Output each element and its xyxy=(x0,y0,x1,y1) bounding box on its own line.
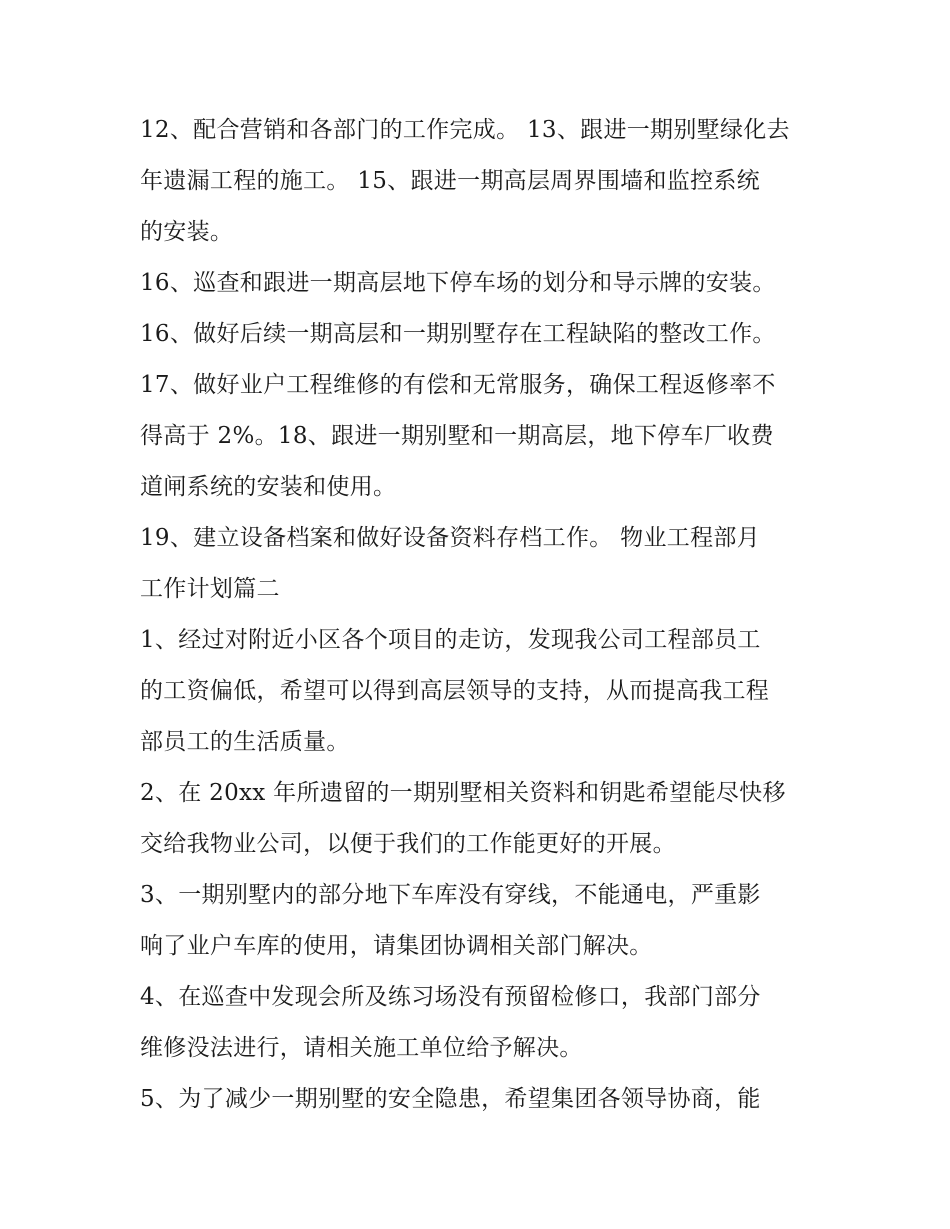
document-body xyxy=(140,108,820,1128)
text-line: 的安装。 xyxy=(140,219,234,245)
text-line: 响了业户车库的使用，请集团协调相关部门解决。 xyxy=(140,933,653,959)
text-line: 4、在巡查中发现会所及练习场没有预留检修口，我部门部分 xyxy=(140,984,761,1010)
text-line: 得高于 2%。18、跟进一期别墅和一期高层，地下停车厂收费 xyxy=(140,423,774,449)
text-line: 维修没法进行，请相关施工单位给予解决。 xyxy=(140,1035,583,1061)
section-heading-line: 工作计划篇二 xyxy=(140,576,280,602)
text-line: 19、建立设备档案和做好设备资料存档工作。 物业工程部月 xyxy=(140,525,760,551)
text-line: 2、在 20xx 年所遗留的一期别墅相关资料和钥匙希望能尽快移 xyxy=(140,780,786,806)
text-line: 5、为了减少一期别墅的安全隐患，希望集团各领导协商，能 xyxy=(140,1086,761,1112)
text-line: 的工资偏低，希望可以得到高层领导的支持，从而提高我工程 xyxy=(140,678,770,704)
text-line: 交给我物业公司，以便于我们的工作能更好的开展。 xyxy=(140,831,676,857)
text-line: 道闸系统的安装和使用。 xyxy=(140,474,397,500)
text-line: 部员工的生活质量。 xyxy=(140,729,350,755)
text-line: 17、做好业户工程维修的有偿和无常服务，确保工程返修率不 xyxy=(140,372,776,398)
text-line: 3、一期别墅内的部分地下车库没有穿线，不能通电，严重影 xyxy=(140,882,761,908)
text-line: 16、巡查和跟进一期高层地下停车场的划分和导示牌的安装。 xyxy=(140,270,776,296)
text-line: 16、做好后续一期高层和一期别墅存在工程缺陷的整改工作。 xyxy=(140,321,776,347)
text-line: 12、配合营销和各部门的工作完成。 13、跟进一期别墅绿化去 xyxy=(140,117,790,143)
text-line: 年遗漏工程的施工。 15、跟进一期高层周界围墙和监控系统 xyxy=(140,168,760,194)
text-line: 1、经过对附近小区各个项目的走访，发现我公司工程部员工 xyxy=(140,627,761,653)
